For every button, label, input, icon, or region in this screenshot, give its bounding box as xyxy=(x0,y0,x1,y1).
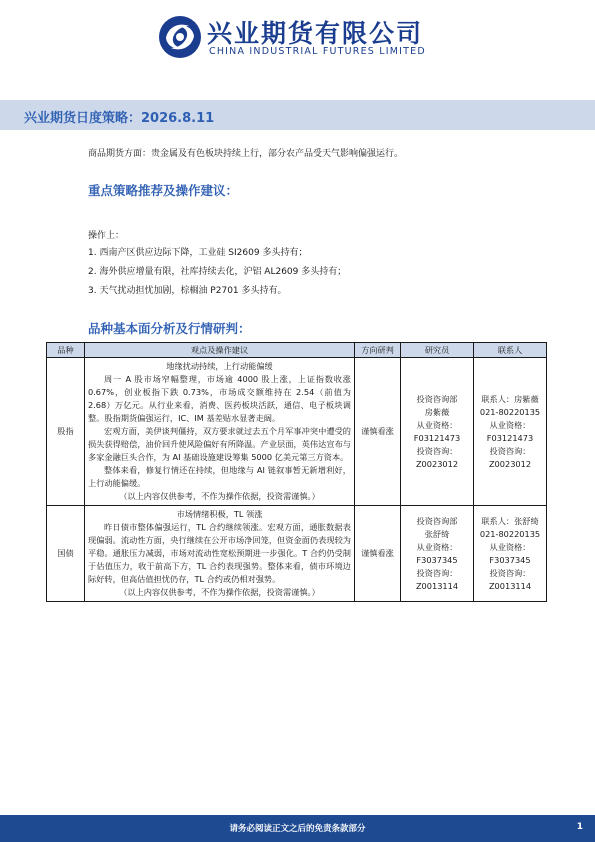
company-name-en: CHINA INDUSTRIAL FUTURES LIMITED xyxy=(209,46,426,57)
researcher-line: 房紫薇 xyxy=(424,406,450,417)
contact-line: F3037345 xyxy=(489,554,531,565)
header-contact: 联系人 xyxy=(474,343,547,358)
researcher-line: Z0023012 xyxy=(415,458,459,469)
researcher-line: Z0013114 xyxy=(415,580,459,591)
contact-line: 从业资格： xyxy=(489,541,531,552)
table-row xyxy=(47,506,547,602)
researcher-cell xyxy=(401,506,474,602)
disclaimer: （以上内容仅供参考，不作为操作依据，投资需谨慎。） xyxy=(119,491,320,501)
view-paragraph: 宏观方面，美伊谈判僵持，双方要求就过去五个月军事冲突中遭受的损失获得赔偿，油价回升使风险偏好有所降温。产业层面，英伟达宣布与多家金融巨头合作，为 AI 基础设施建设筹集 5000 亿美元第三方资本。 xyxy=(88,426,351,462)
contact-line: Z0013114 xyxy=(488,580,532,591)
contact-line: 021-80220135 xyxy=(479,528,541,539)
researcher-line: 投资咨询： xyxy=(416,445,458,456)
variety-cell: 国债 xyxy=(47,506,85,602)
contact-line: 联系人：房紫薇 xyxy=(481,393,539,404)
researcher-line: 从业资格： xyxy=(416,541,458,552)
report-title: 兴业期货日度策略：2026.8.11 xyxy=(24,111,215,126)
contact-line: 投资咨询： xyxy=(489,445,531,456)
view-paragraph: 昨日债市整体偏强运行，TL 合约继续领涨。宏观方面，通胀数据表现偏弱。流动性方面，央行继续在公开市场净回笼，但资金面仍表现较为平稳。通胀压力减弱，市场对流动性宽松预期进一步强化。T 合约仍受制于估值压力，收于前高下方，TL 合约表现强势。整体来看，债市环境边际好转，但高估值担忧仍存，TL 合约或仍相对强势。 xyxy=(88,522,351,584)
view-paragraph: 周一 A 股市场窄幅整理，市场逾 4000 股上涨，上证指数收涨 0.67%，创业板指下跌 0.73%，市场成交额维持在 2.54（前值为 2.68）万亿元。从行业来看，消费、医药板块活跃，通信、电子板块调整。股指期货偏强运行，IC、IM 基差贴水显著走阔。 xyxy=(88,374,351,423)
researcher-line: F03121473 xyxy=(413,432,461,443)
operation-item: 2. 海外供应增量有限，社库持续去化，沪铝 AL2609 多头持有； xyxy=(88,267,347,277)
contact-cell xyxy=(474,358,547,506)
page-number: 1 xyxy=(576,822,583,832)
report-title-bar xyxy=(0,100,595,130)
section-title-strategy: 重点策略推荐及操作建议： xyxy=(88,183,239,198)
operations-heading: 操作上： xyxy=(88,231,125,241)
table-row xyxy=(47,358,547,506)
page-footer xyxy=(0,815,595,842)
researcher-line: 投资咨询部 xyxy=(416,393,458,404)
operation-item: 3. 天气扰动担忧加剧，棕榈油 P2701 多头持有。 xyxy=(88,286,287,296)
contact-line: 021-80220135 xyxy=(479,406,541,417)
view-cell xyxy=(85,358,355,506)
contact-line: Z0023012 xyxy=(488,458,532,469)
view-cell xyxy=(85,506,355,602)
contact-line: 从业资格： xyxy=(489,419,531,430)
researcher-line: F3037345 xyxy=(416,554,458,565)
company-name-cn: 兴业期货有限公司 xyxy=(207,19,424,48)
header-direction: 方向研判 xyxy=(355,343,401,358)
disclaimer: （以上内容仅供参考，不作为操作依据，投资需谨慎。） xyxy=(119,587,320,597)
header-view: 观点及操作建议 xyxy=(85,343,355,358)
researcher-line: 从业资格： xyxy=(416,419,458,430)
researcher-line: 张舒绮 xyxy=(424,528,450,539)
summary-text: 商品期货方面：贵金属及有色板块持续上行，部分农产品受天气影响偏强运行。 xyxy=(88,149,404,159)
company-logo-icon xyxy=(157,14,203,60)
contact-cell xyxy=(474,506,547,602)
header-variety: 品种 xyxy=(47,343,85,358)
section-title-analysis: 品种基本面分析及行情研判： xyxy=(88,321,251,336)
footer-disclaimer-text: 请务必阅读正文之后的免责条款部分 xyxy=(229,824,366,834)
view-title: 市场情绪积极，TL 领涨 xyxy=(176,509,263,519)
header-researcher: 研究员 xyxy=(401,343,474,358)
view-title: 地缘扰动持续，上行动能偏缓 xyxy=(166,361,273,371)
contact-line: 联系人：张舒绮 xyxy=(481,515,539,526)
researcher-line: 投资咨询： xyxy=(416,567,458,578)
operation-item: 1. 西南产区供应边际下降，工业硅 SI2609 多头持有； xyxy=(88,248,308,258)
researcher-cell xyxy=(401,358,474,506)
contact-line: F03121473 xyxy=(486,432,534,443)
contact-line: 投资咨询： xyxy=(489,567,531,578)
view-paragraph: 整体来看，修复行情还在持续，但地缘与 AI 链叙事暂无新增利好，上行动能偏缓。 xyxy=(88,465,351,488)
variety-cell: 股指 xyxy=(47,358,85,506)
table-header-row xyxy=(47,343,547,358)
researcher-line: 投资咨询部 xyxy=(416,515,458,526)
direction-cell: 谨慎看涨 xyxy=(355,358,401,506)
direction-cell: 谨慎看涨 xyxy=(355,506,401,602)
page-header xyxy=(0,0,595,80)
analysis-table xyxy=(46,342,547,602)
